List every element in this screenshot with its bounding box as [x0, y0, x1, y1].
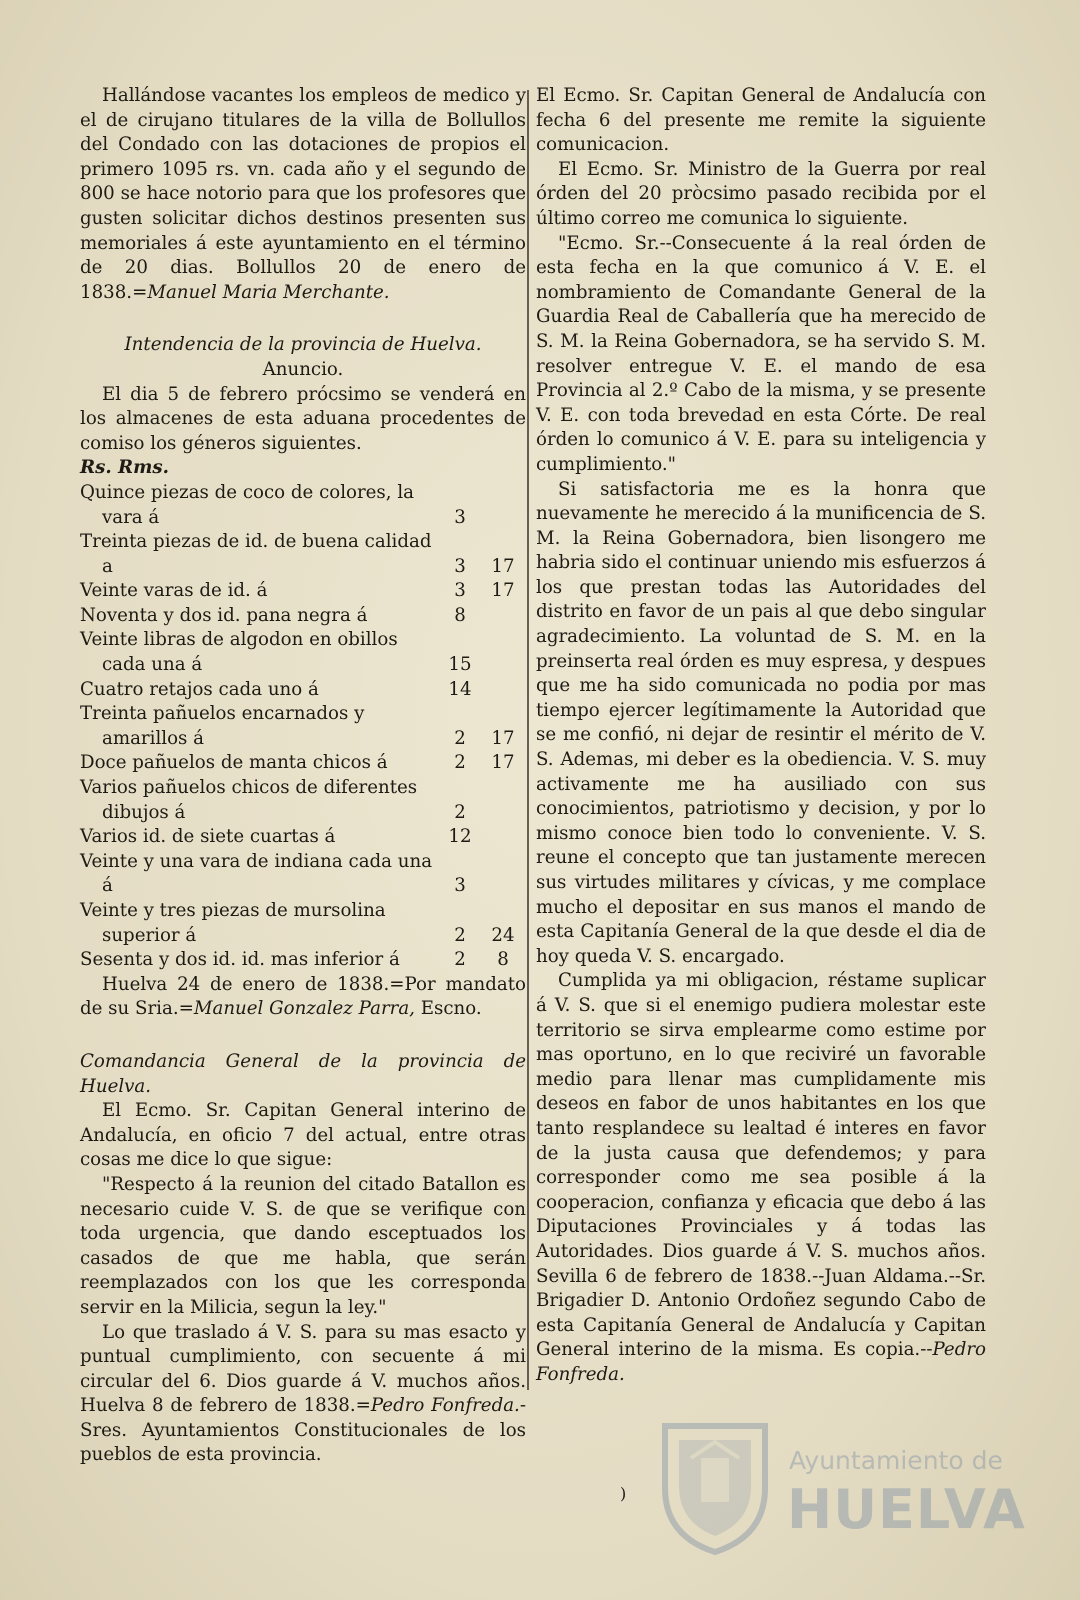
goods-item: [80, 948, 526, 973]
goods-item-reales: 14: [448, 678, 472, 700]
goods-list: [80, 481, 526, 973]
goods-item: [80, 751, 526, 776]
goods-item-reales: 8: [454, 604, 466, 626]
goods-item-description: Treinta piezas de id. de buena calidad a: [80, 531, 432, 577]
goods-item-maravedis: 17: [491, 555, 515, 577]
anuncio-signature: Manuel Gonzalez Parra,: [193, 998, 415, 1020]
goods-item-reales: 2: [454, 752, 466, 774]
goods-item-reales: 3: [454, 555, 466, 577]
goods-item-reales: 2: [454, 949, 466, 971]
ayuntamiento-watermark: [655, 1418, 1026, 1558]
left-column: [80, 84, 526, 1468]
notice-bollullos-signature: =Manuel Maria Merchante.: [132, 281, 390, 303]
goods-item-description: Quince piezas de coco de colores, la vara á: [80, 481, 414, 528]
watermark-line2: HUELVA: [787, 1478, 1026, 1541]
comandancia-transfer-text: Lo que traslado á V. S. para su mas esacto y puntual cumplimiento, con secuente á mi circular del 6. Dios guarde á V. muchos años. Huelva 8 de febrero de 1838.=: [80, 1321, 526, 1417]
capitan-general-intro: El Ecmo. Sr. Capitan General de Andalucía con fecha 6 del presente me remite la siguiente comunicacion.: [536, 85, 986, 156]
price-header: Rs. Rms.: [80, 457, 169, 479]
goods-item: [80, 530, 526, 579]
anuncio-signature-title: Escno.: [414, 998, 482, 1020]
comandancia-heading: Comandancia General de la provincia de Huelva.: [80, 1050, 526, 1097]
goods-item: [80, 899, 526, 948]
comandancia-signature: Pedro Fonfreda.: [370, 1395, 520, 1417]
despedida-paragraph: [536, 969, 986, 1387]
goods-item-description: Veinte y tres piezas de mursolina superior á: [80, 900, 386, 946]
goods-item-maravedis: 8: [497, 949, 509, 971]
goods-item-reales: 15: [448, 654, 472, 676]
anuncio-closing: [80, 973, 526, 1022]
real-orden-quote: "Ecmo. Sr.--Consecuente á la real órden de esta fecha en la que comunico á V. E. el nombramiento de Comandante General de la Guardia Real de Caballería que ha merecido de S. M. la Reina Gobernadora, se ha servido S. M. resolver entregue V. E. el mando de esa Provincia al 2.º Cabo de la misma, y se presente V. E. con toda brevedad en esta Córte. De real órden lo comunico á V. E. para su inteligencia y cumplimiento.": [536, 232, 986, 475]
right-column: [536, 84, 986, 1387]
notice-bollullos-text: Hallándose vacantes los empleos de medico y el de cirujano titulares de la villa de Bollullos del Condado con las dotaciones de propios el primero 1095 rs. vn. cada año y el segundo de 800 se hace notorio para que los profesores que gusten solicitar dichos destinos presenten sus memoriales á este ayuntamiento en el término de 20 dias. Bollullos 20 de enero de 1838.: [80, 85, 526, 303]
comandancia-addressee: - Sres. Ayuntamientos Constitucionales de los pueblos de esta provincia.: [80, 1395, 526, 1466]
intendencia-heading: Intendencia de la provincia de Huelva.: [124, 334, 482, 356]
goods-item-maravedis: 17: [491, 580, 515, 602]
goods-item-description: Sesenta y dos id. id. mas inferior á: [80, 949, 400, 971]
anuncio-intro: El dia 5 de febrero prócsimo se venderá en los almacenes de esta aduana procedentes de comiso los géneros siguientes.: [80, 383, 526, 454]
goods-item-description: Noventa y dos id. pana negra á: [80, 604, 368, 626]
goods-item: [80, 604, 526, 629]
goods-item-description: Varios id. de siete cuartas á: [80, 826, 336, 848]
goods-item: [80, 850, 526, 899]
goods-item-reales: 2: [454, 727, 466, 749]
goods-item-maravedis: 24: [491, 924, 515, 946]
despedida-signature: Pedro Fonfreda.: [536, 1339, 986, 1385]
watermark-line1: Ayuntamiento de: [789, 1446, 1003, 1475]
ministro-guerra-paragraph: El Ecmo. Sr. Ministro de la Guerra por real órden del 20 pròcsimo pasado recibida por el último correo me comunica lo siguiente.: [536, 158, 986, 229]
notice-bollullos: [80, 84, 526, 305]
goods-item-reales: 3: [454, 580, 466, 602]
comandancia-quote: "Respecto á la reunion del citado Batallon es necesario cuide V. S. de que se verifique con toda urgencia, que dando esceptuados los casados de que me habla, que serán reemplazados con los que les corresponda servir en la Milicia, segun la ley.": [80, 1173, 526, 1318]
goods-item-reales: 2: [454, 801, 466, 823]
anuncio-subheading: Anuncio.: [262, 358, 344, 380]
despedida-text: Cumplida ya mi obligacion, réstame suplicar á V. S. que si el enemigo pudiera molestar este territorio se sirva emplearme como estime por mas oportuno, en lo que reciviré un favorable medio para llenar mas cumplidamente mis deseos en fabor de unos habitantes en los que tanto resplandece su lealtad é interes en favor de la justa causa que defendemos; y para corresponder como me sea posible á la cooperacion, confianza y eficacia que debo á las Diputaciones Provinciales y á todas las Autoridades. Dios guarde á V. S. muchos años. Sevilla 6 de febrero de 1838.--Juan Aldama.--Sr. Brigadier D. Antonio Ordoñez segundo Cabo de esta Capitanía General de Andalucía y Capitan General interino de la misma. Es copia.--: [536, 970, 986, 1361]
goods-item-reales: 3: [454, 875, 466, 897]
goods-item-description: Treinta pañuelos encarnados y amarillos á: [80, 703, 365, 749]
goods-item-description: Veinte varas de id. á: [80, 580, 268, 602]
goods-item-maravedis: 17: [491, 752, 515, 774]
goods-item: [80, 579, 526, 604]
goods-item-reales: 2: [454, 924, 466, 946]
goods-item-description: Varios pañuelos chicos de diferentes dibujos á: [80, 777, 418, 823]
goods-item: [80, 481, 526, 530]
column-rule: [527, 90, 529, 1390]
goods-item-reales: 3: [454, 506, 466, 528]
page-mark: ): [620, 1484, 627, 1503]
goods-item-reales: 12: [448, 826, 472, 848]
goods-item-description: Veinte y una vara de indiana cada una á: [80, 850, 433, 897]
goods-item-maravedis: 17: [491, 727, 515, 749]
goods-item-description: Doce pañuelos de manta chicos á: [80, 752, 388, 774]
goods-item-description: Cuatro retajos cada uno á: [80, 678, 319, 700]
coat-of-arms-icon: [655, 1418, 775, 1556]
satisfaccion-paragraph: Si satisfactoria me es la honra que nuevamente he merecido á la munificencia de S. M. la Reina Gobernadora, bien lisongero me habria sido el continuar uniendo mis esfuerzos á los que prestan todas las Autoridades del distrito en favor de un pais al que debo singular agradecimiento. La voluntad de S. M. en la preinserta real órden es muy espresa, y despues que me ha sido comunicada no podia por mas tiempo ejercer legítimamente la Autoridad que se me confió, ni dejar de resintir el mérito de V. S. Ademas, mi deber es la obediencia. V. S. muy activamente me ha ausiliado con sus conocimientos, patriotismo y decision, y por lo mismo conoce bien todo lo conveniente. V. S. reune el concepto que tan justamente merecen sus virtudes militares y cívicas, y me complace mucho el depositar en sus manos el mando de esta Capitanía General de la que desde el dia de hoy queda V. S. encargado.: [536, 478, 986, 967]
goods-item: [80, 825, 526, 850]
goods-item: [80, 628, 526, 677]
goods-item-description: Veinte libras de algodon en obillos cada una á: [80, 629, 398, 676]
comandancia-intro: El Ecmo. Sr. Capitan General interino de Andalucía, en oficio 7 del actual, entre otras cosas me dice lo que sigue:: [80, 1100, 526, 1171]
anuncio-closing-text: Huelva 24 de enero de 1838.=Por mandato de su Sria.=: [80, 973, 526, 1020]
goods-item: [80, 702, 526, 751]
comandancia-transfer: [80, 1321, 526, 1469]
goods-item: [80, 776, 526, 825]
goods-item: [80, 678, 526, 703]
